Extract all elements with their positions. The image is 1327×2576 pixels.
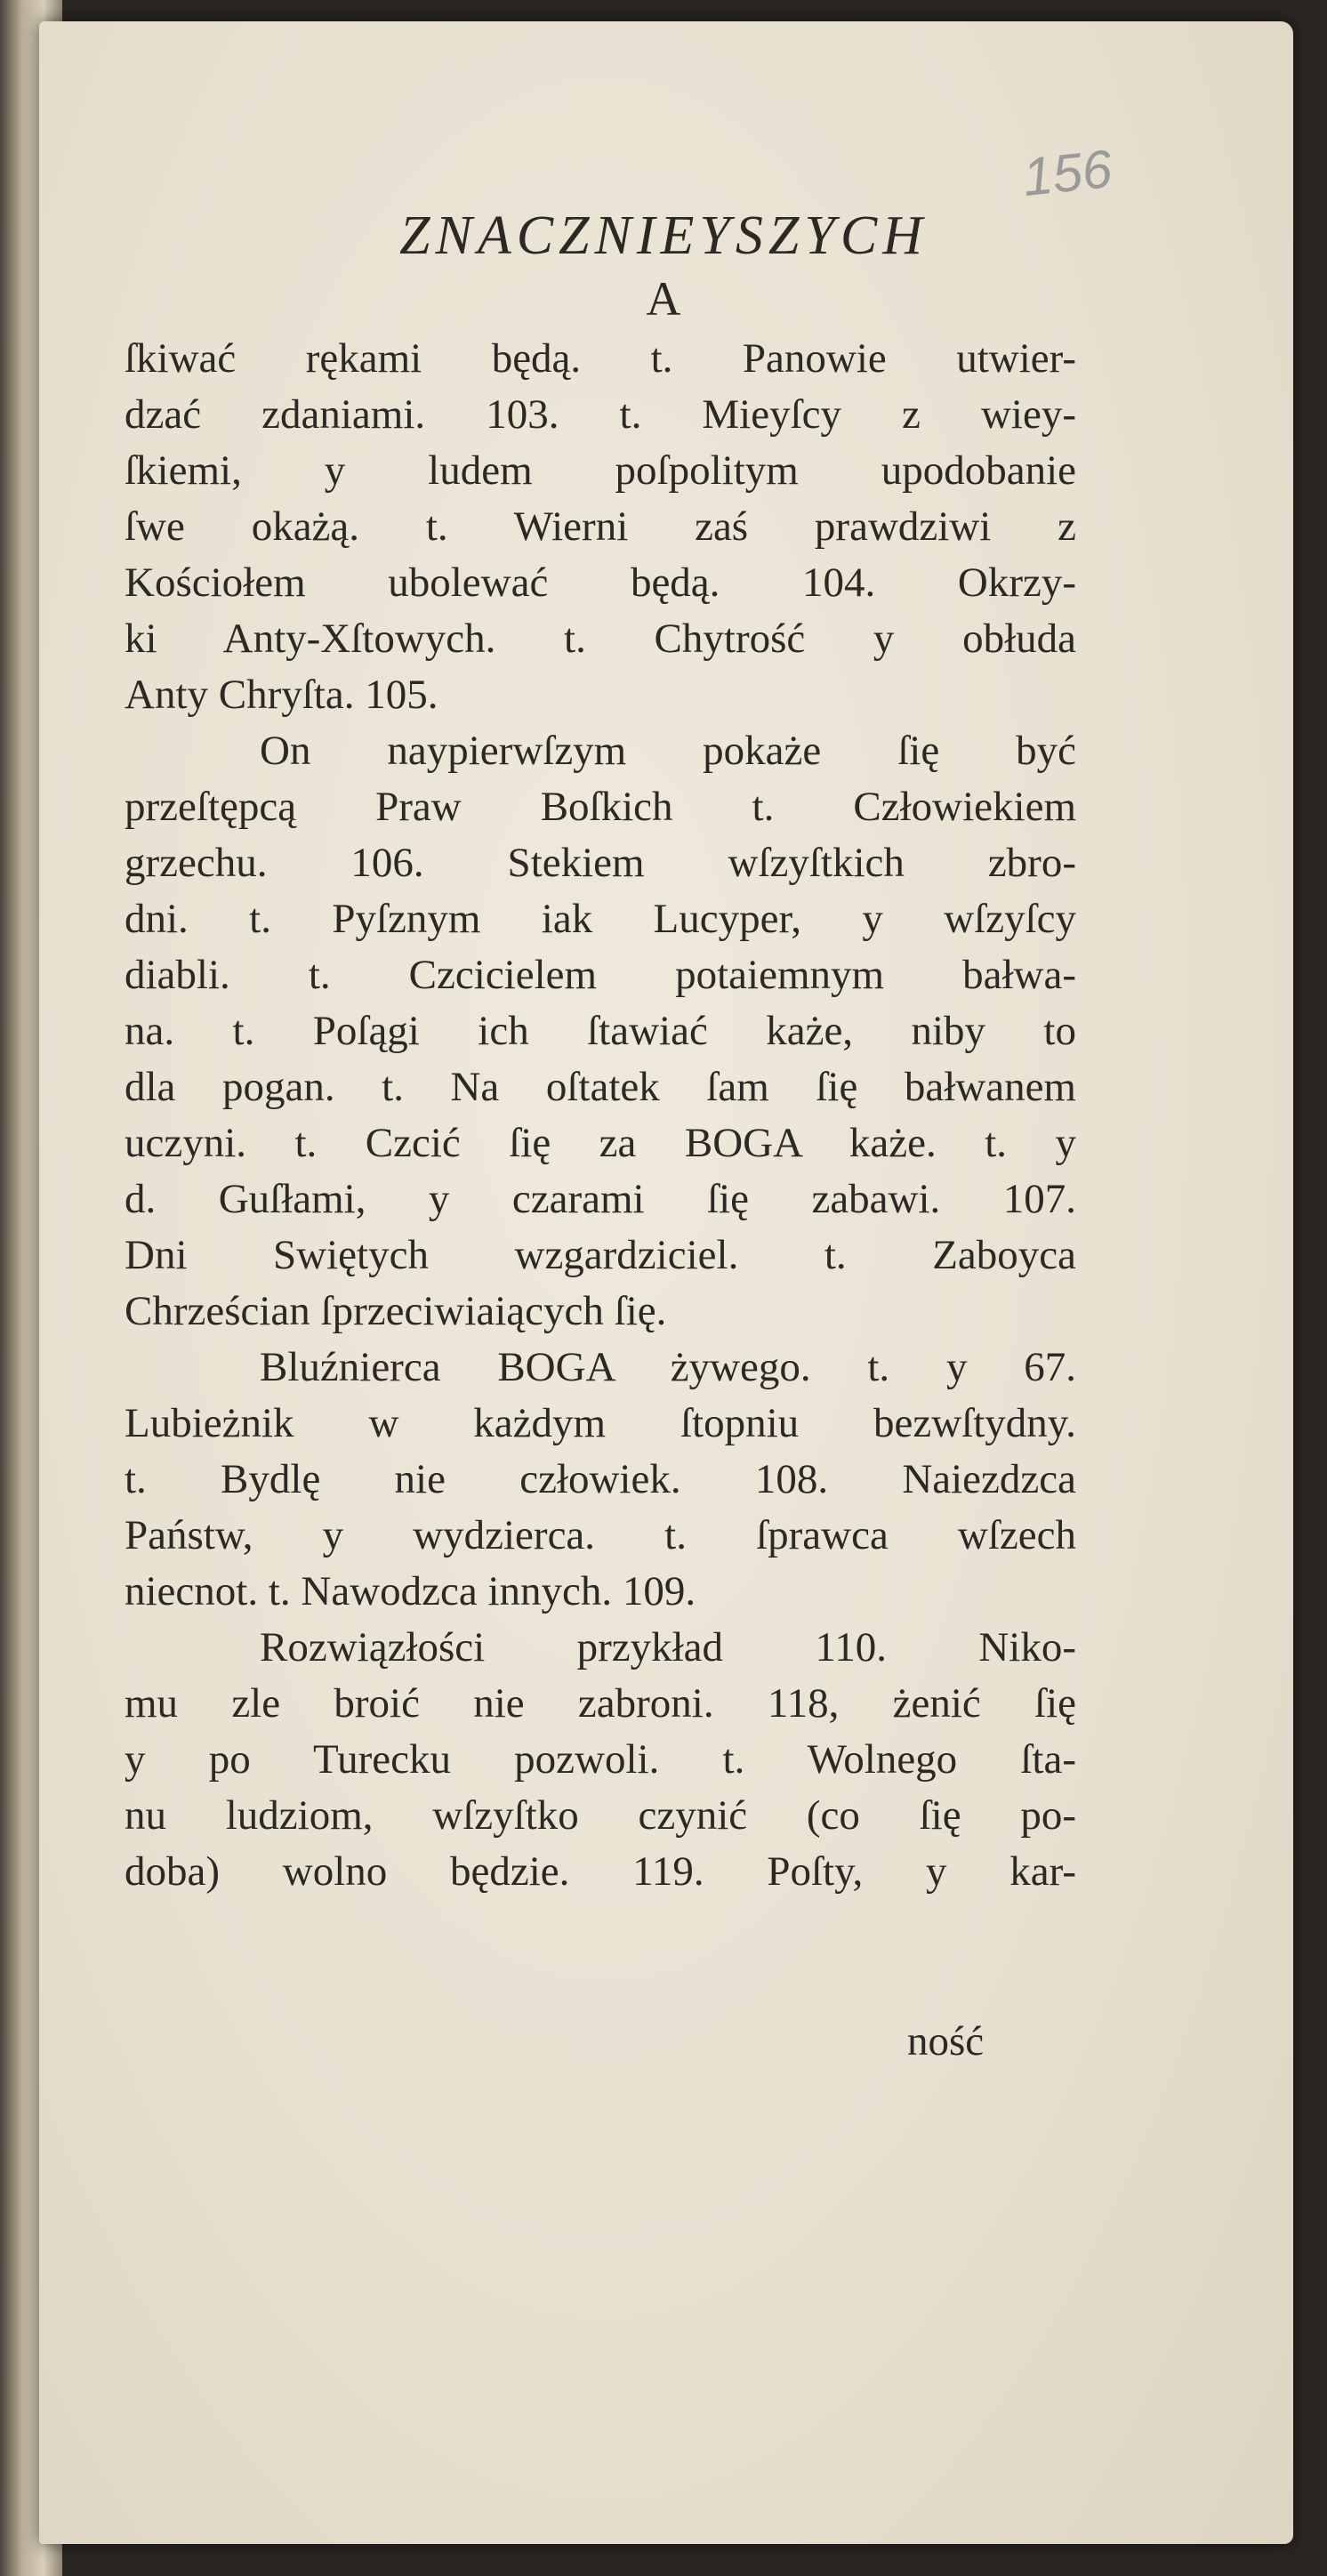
text-line: niecnot. t. Nawodzca innych. 109. <box>125 1568 696 1614</box>
text-line: nu ludziom, wſzyſtko czynić (co ſię po- <box>125 1792 1076 1839</box>
text-line: Kościołem ubolewać będą. 104. Okrzy- <box>125 559 1076 606</box>
text-line: On naypierwſzym pokaże ſię być <box>260 728 1076 774</box>
text-line: d. Guſłami, y czarami ſię zabawi. 107. <box>125 1176 1076 1222</box>
text-line: ſkiemi, y ludem poſpolitym upodobanie <box>125 447 1076 494</box>
text-line: dla pogan. t. Na oſtatek ſam ſię bałwanem <box>125 1064 1076 1110</box>
text-line: Państw, y wydzierca. t. ſprawca wſzech <box>125 1512 1076 1558</box>
section-letter: A <box>646 272 681 326</box>
text-line: doba) wolno będzie. 119. Poſty, y kar- <box>125 1848 1076 1895</box>
text-line: ki Anty-Xſtowych. t. Chytrość y obłuda <box>125 616 1076 662</box>
text-line: uczyni. t. Czcić ſię za BOGA każe. t. y <box>125 1120 1076 1166</box>
text-line: mu zle broić nie zabroni. 118, żenić ſię <box>125 1680 1076 1727</box>
folio-number: 156 <box>1019 138 1115 208</box>
text-line: Rozwiązłości przykład 110. Niko- <box>260 1624 1076 1670</box>
text-line: ſwe okażą. t. Wierni zaś prawdziwi z <box>125 503 1076 550</box>
running-header: ZNACZNIEYSZYCH <box>399 205 928 266</box>
index-text <box>125 331 1076 1900</box>
text-line: przeſtępcą Praw Boſkich t. Człowiekiem <box>125 784 1076 830</box>
catchword: ność <box>907 2018 985 2065</box>
text-line: Dni Swiętych wzgardziciel. t. Zaboyca <box>125 1232 1076 1278</box>
text-line: t. Bydlę nie człowiek. 108. Naiezdzca <box>125 1456 1076 1502</box>
text-line: Lubieżnik w każdym ſtopniu bezwſtydny. <box>125 1400 1076 1446</box>
text-line: Bluźnierca BOGA żywego. t. y 67. <box>260 1344 1076 1390</box>
text-line: diabli. t. Czcicielem potaiemnym bałwa- <box>125 952 1076 998</box>
text-line: y po Turecku pozwoli. t. Wolnego ſta- <box>125 1736 1076 1783</box>
text-line: Anty Chryſta. 105. <box>125 672 438 718</box>
text-line: ſkiwać rękami będą. t. Panowie utwier- <box>125 335 1076 382</box>
text-line: grzechu. 106. Stekiem wſzyſtkich zbro- <box>125 840 1076 886</box>
text-line: Chrześcian ſprzeciwiaiących ſię. <box>125 1288 667 1334</box>
text-line: na. t. Poſągi ich ſtawiać każe, niby to <box>125 1008 1076 1054</box>
text-line: dzać zdaniami. 103. t. Mieyſcy z wiey- <box>125 391 1076 438</box>
text-line: dni. t. Pyſznym iak Lucyper, y wſzyſcy <box>125 896 1076 942</box>
